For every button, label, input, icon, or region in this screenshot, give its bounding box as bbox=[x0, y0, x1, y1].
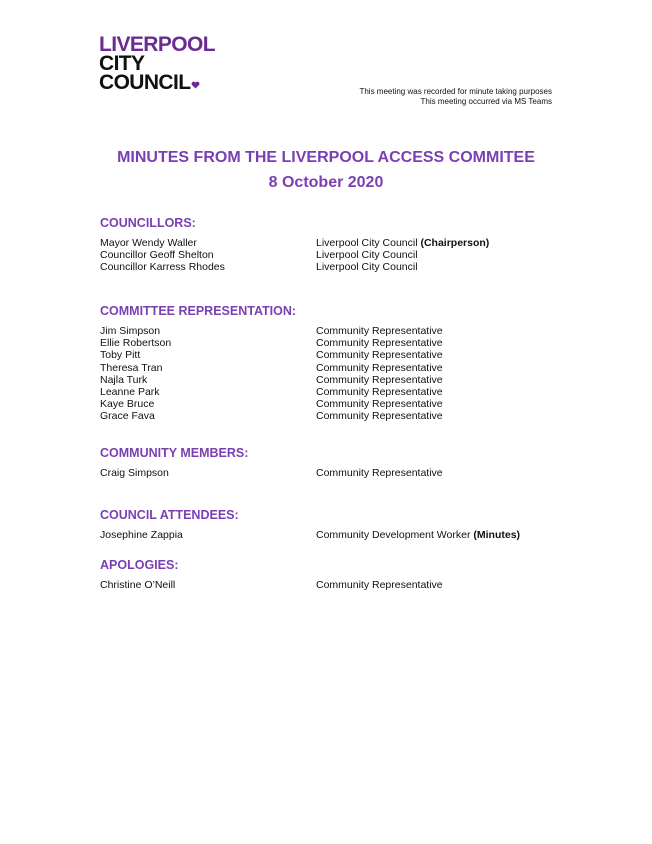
logo-council-text: COUNCIL bbox=[99, 71, 191, 94]
attendee-role bbox=[316, 529, 520, 541]
logo-line-liverpool: LIVERPOOL bbox=[99, 33, 215, 56]
attendee-name: Ellie Robertson bbox=[100, 337, 172, 350]
attendee-name: Mayor Wendy Waller bbox=[100, 237, 197, 249]
section-council-attendees bbox=[100, 508, 560, 541]
document-title-block bbox=[0, 148, 652, 192]
attendee-role: Community Representative bbox=[316, 373, 443, 386]
recording-note-line-1: This meeting was recorded for minute taking purposes bbox=[359, 87, 552, 96]
attendee-role: Community Representative bbox=[316, 361, 443, 374]
attendee-role: Liverpool City Council bbox=[316, 249, 418, 262]
attendee-role: Community Representative bbox=[316, 337, 443, 350]
liverpool-city-council-logo bbox=[99, 35, 234, 92]
section-community-members bbox=[100, 446, 560, 479]
attendee-row bbox=[100, 529, 560, 541]
role-text: Liverpool City Council bbox=[316, 237, 418, 249]
attendee-role: Community Representative bbox=[316, 410, 443, 423]
attendee-row bbox=[100, 237, 560, 249]
attendee-name: Josephine Zappia bbox=[100, 529, 183, 541]
attendee-role: Community Representative bbox=[316, 385, 443, 398]
attendee-role: Community Representative bbox=[316, 349, 443, 362]
attendee-name: Toby Pitt bbox=[100, 349, 141, 362]
attendee-name: Leanne Park bbox=[100, 385, 160, 398]
recording-note bbox=[359, 87, 552, 106]
logo-line-city: CITY bbox=[99, 52, 145, 75]
attendee-row bbox=[100, 249, 560, 261]
attendee-name: Jim Simpson bbox=[100, 325, 161, 337]
section-heading: COUNCIL ATTENDEES: bbox=[100, 508, 239, 522]
section-heading: APOLOGIES: bbox=[100, 558, 179, 572]
attendee-role: Community Representative bbox=[316, 398, 443, 411]
attendee-name: Najla Turk bbox=[100, 373, 148, 386]
attendee-row bbox=[100, 362, 560, 374]
attendee-row bbox=[100, 410, 560, 422]
attendee-row bbox=[100, 579, 560, 591]
attendee-name: Theresa Tran bbox=[100, 361, 163, 374]
attendee-role bbox=[316, 237, 489, 249]
attendee-row bbox=[100, 374, 560, 386]
attendee-row bbox=[100, 325, 560, 337]
attendee-name: Christine O’Neill bbox=[100, 579, 176, 591]
attendee-row bbox=[100, 337, 560, 349]
section-councillors bbox=[100, 216, 560, 274]
attendee-row bbox=[100, 261, 560, 273]
meeting-date: 8 October 2020 bbox=[268, 174, 384, 191]
attendee-name: Councillor Geoff Shelton bbox=[100, 249, 214, 262]
attendee-role: Liverpool City Council bbox=[316, 261, 418, 274]
section-heading: COMMITTEE REPRESENTATION: bbox=[100, 304, 297, 318]
attendee-row bbox=[100, 386, 560, 398]
section-heading: COMMUNITY MEMBERS: bbox=[100, 446, 249, 460]
attendee-role: Community Representative bbox=[316, 579, 443, 591]
heart-icon bbox=[191, 81, 200, 89]
role-note: (Minutes) bbox=[473, 529, 521, 541]
role-text: Community Development Worker bbox=[316, 529, 471, 541]
attendee-name: Grace Fava bbox=[100, 410, 155, 423]
attendee-role: Community Representative bbox=[316, 325, 443, 337]
attendee-name: Craig Simpson bbox=[100, 467, 169, 479]
logo-line-council bbox=[99, 73, 234, 92]
attendee-role: Community Representative bbox=[316, 467, 443, 479]
role-note: (Chairperson) bbox=[420, 237, 490, 249]
attendee-name: Councillor Karress Rhodes bbox=[100, 261, 225, 274]
section-apologies bbox=[100, 558, 560, 591]
attendee-row bbox=[100, 398, 560, 410]
document-title: MINUTES FROM THE LIVERPOOL ACCESS COMMITEE bbox=[117, 149, 535, 166]
attendee-row bbox=[100, 467, 560, 479]
section-committee-representation bbox=[100, 304, 560, 423]
recording-note-line-2: This meeting occurred via MS Teams bbox=[420, 96, 552, 106]
attendee-row bbox=[100, 349, 560, 361]
attendee-name: Kaye Bruce bbox=[100, 398, 155, 411]
section-heading: COUNCILLORS: bbox=[100, 216, 196, 230]
